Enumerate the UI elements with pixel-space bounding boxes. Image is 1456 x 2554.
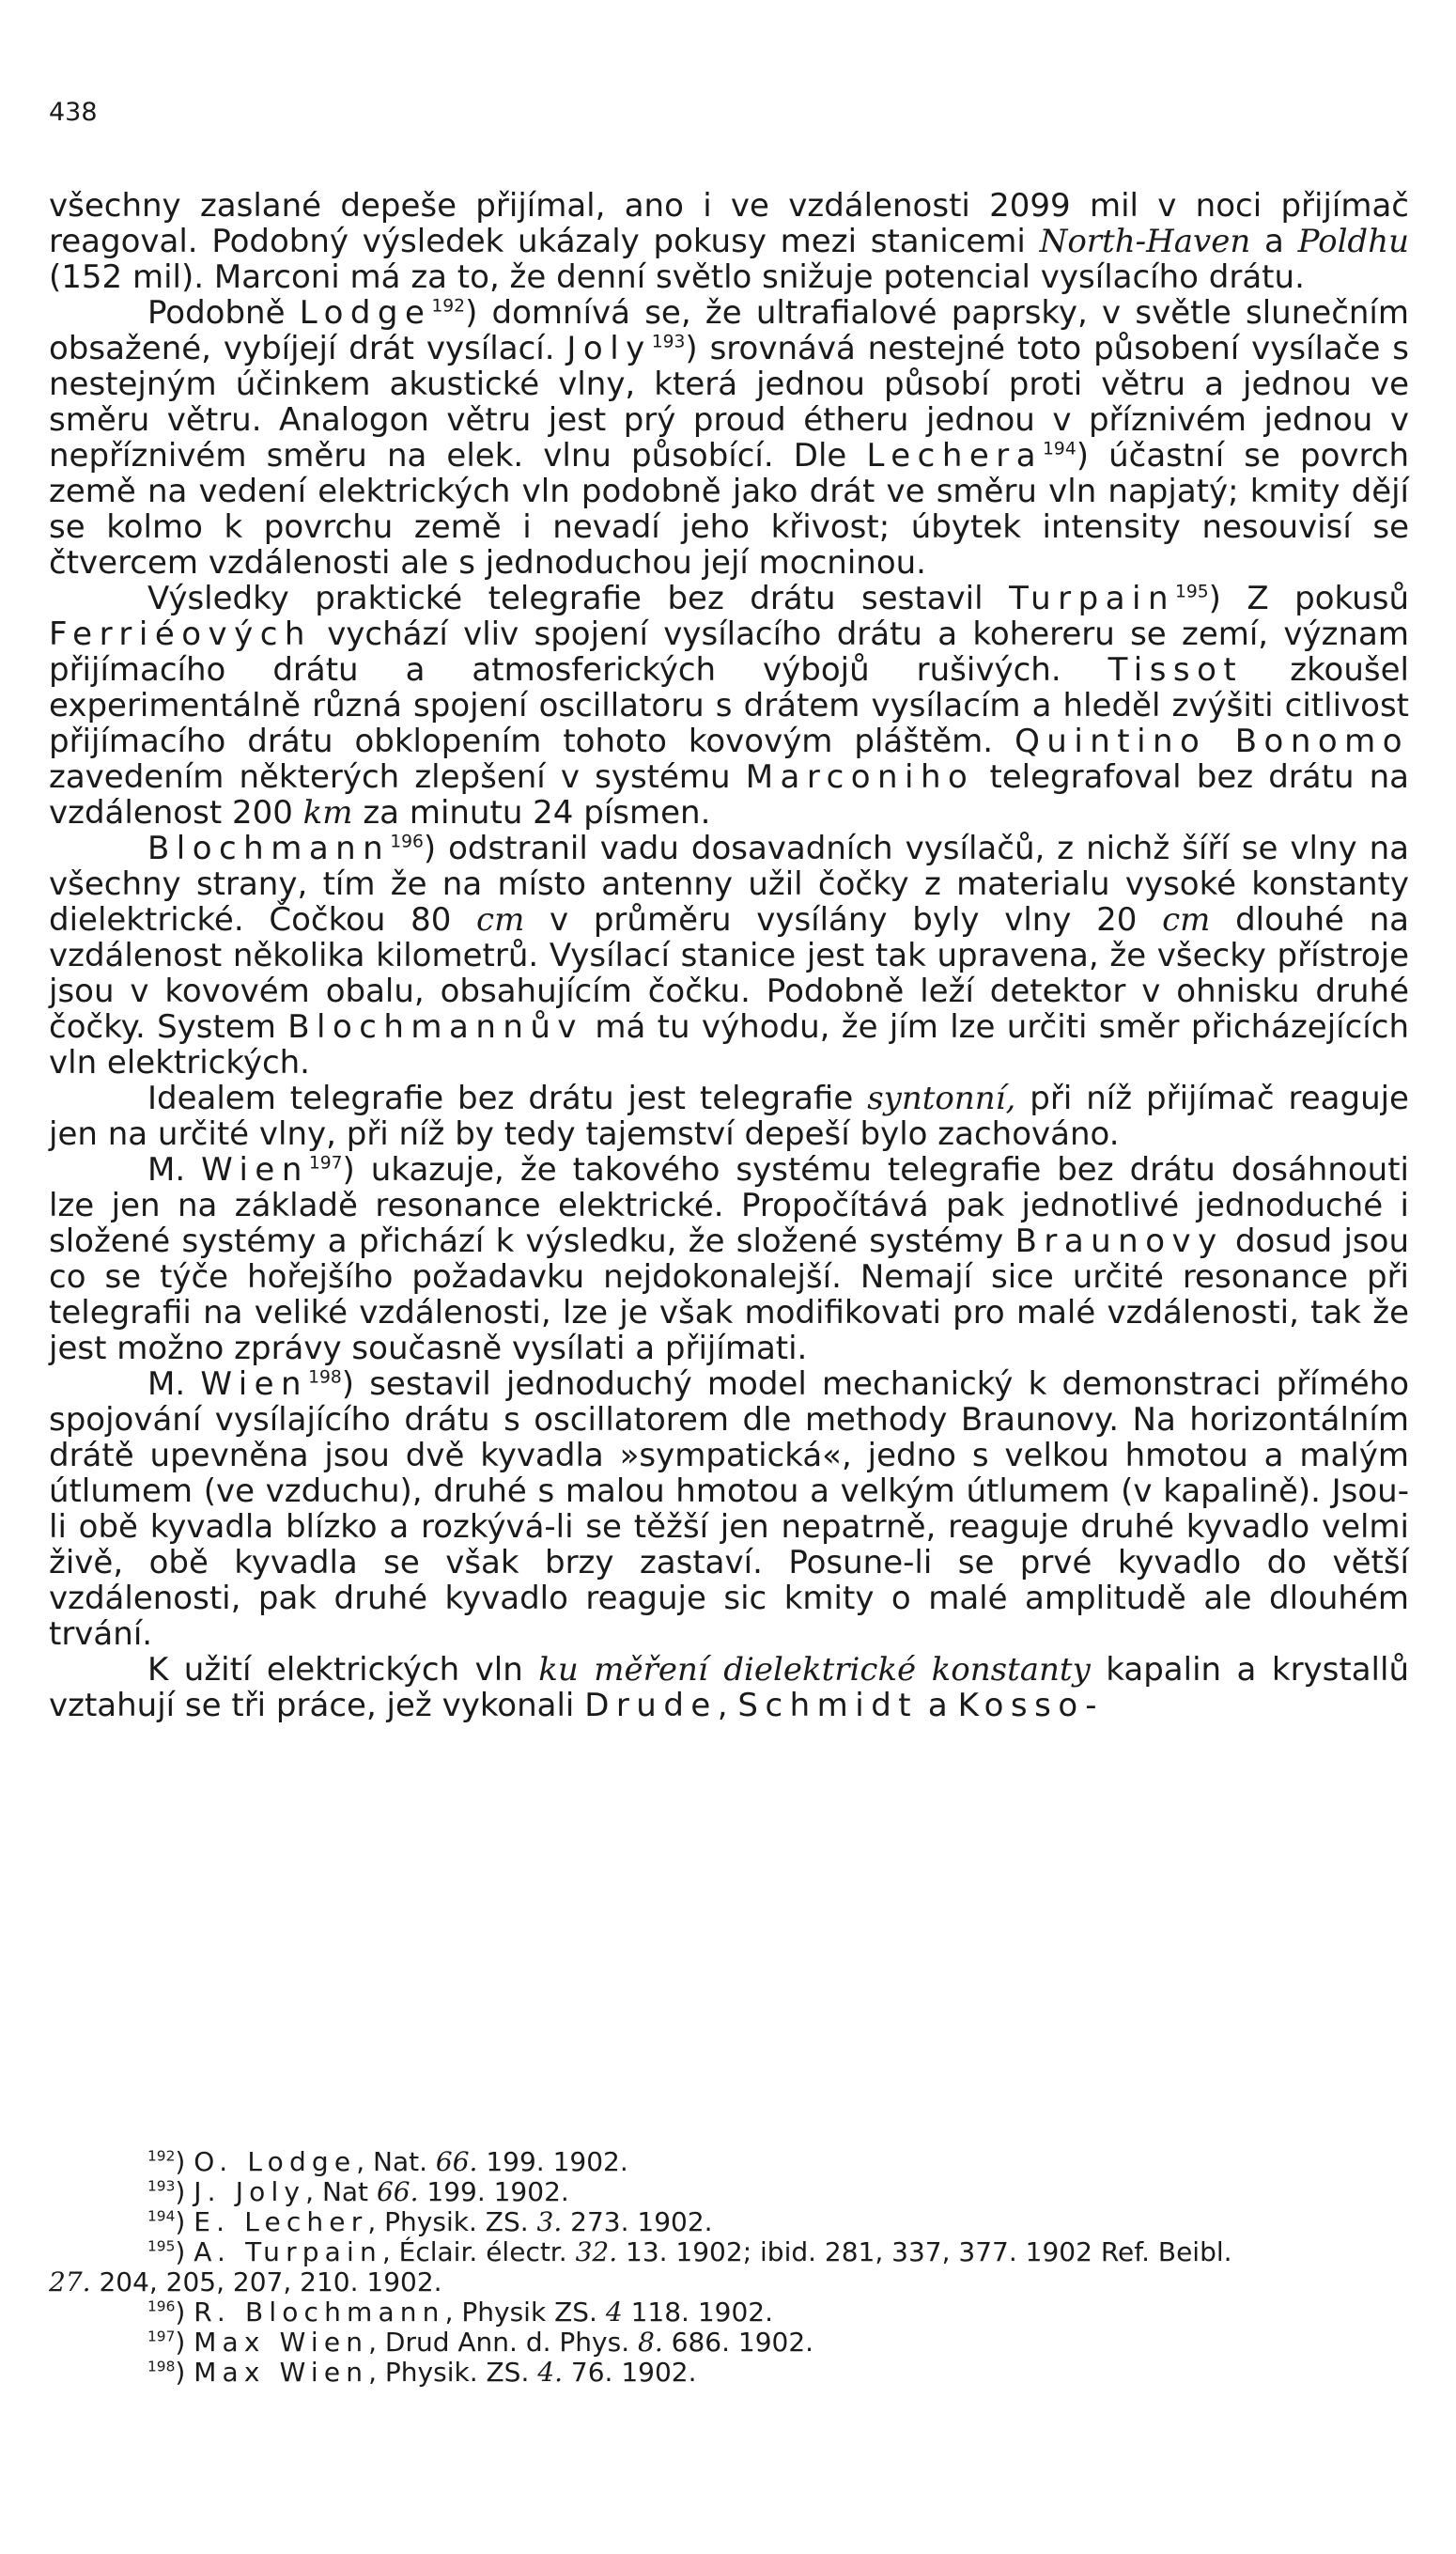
footnotes: [49, 2147, 1409, 2388]
unit-km: km: [302, 794, 353, 832]
footnote-ref: 194: [1043, 439, 1077, 459]
name-ferrie: Ferriéových: [49, 615, 312, 653]
footnote-193: $^{193}$) J. Joly, Nat 66. 199. 1902.: [147, 2176, 569, 2207]
footnote-192: $^{192}$) O. Lodge, Nat. 66. 199. 1902.: [147, 2146, 628, 2177]
name-wien: Wien: [201, 1151, 309, 1189]
place-north-haven: North-Haven: [1039, 223, 1251, 260]
name-lodge: Lodge: [299, 294, 432, 332]
footnote-ref: 197: [308, 1153, 343, 1174]
paragraph-8: K užití elektrických vln ku měření dielektrické konstanty kapalin a krystallů vztahují se tři práce, jež vykonali Drude, Schmidt a Kosso-: [49, 1651, 1409, 1724]
paragraph-4: Blochmann$^{196}$) odstranil vadu dosavadních vysílačů, z nichž šíří se vlny na všechny strany, tím že na místo antenny užil čočky z materialu vysoké konstanty dielektrické. Čočkou 80 cm v průměru vysílány byly vlny 20 cm dlouhé na vzdálenost několika kilometrů. Vysílací stanice jest tak upravena, že všecky přístroje jsou v kovovém obalu, obsahujícím čočku. Podobně leží detektor v ohnisku druhé čočky. System Blochmannův má tu výhodu, že jím lze určiti směr přicházejících vln elektrických.: [49, 830, 1409, 1082]
paragraph-6: M. Wien$^{197}$) ukazuje, že takového systému telegrafie bez drátu dosáhnouti lze jen na základě resonance elektrické. Propočítává pak jednotlivé jednoduché i složené systémy a přichází k výsledku, že složené systémy Braunovy dosud jsou co se týče hořejšího požadavku nejdokonalejší. Nemají sice určité resonance při telegrafii na veliké vzdálenosti, lze je však modifikovati pro malé vzdálenosti, tak že jest možno zprávy současně vysílati a přijímati.: [49, 1151, 1409, 1367]
page-number: 438: [49, 98, 98, 127]
name-drude: Drude: [584, 1687, 718, 1724]
footnote-ref: 196: [390, 832, 424, 852]
footnote-ref: 195: [1174, 582, 1209, 602]
footnote-ref: 192: [431, 296, 466, 317]
name-bonomo: Quintino Bonomo: [1015, 723, 1410, 760]
paragraph-3: Výsledky praktické telegrafie bez drátu sestavil Turpain$^{195}$) Z pokusů Ferriéových vychází vliv spojení vysílacího drátu a kohereru se zemí, význam přijímacího drátu a atmosferických výbojů rušivých. Tissot zkoušel experimentálně různá spojení oscillatoru s drátem vysílacím a hleděl zvýšiti citlivost přijímacího drátu obklopením tohoto kovovým pláštěm. Quintino Bonomo zavedením některých zlepšení v systému Marconiho telegrafoval bez drátu na vzdálenost 200 km za minutu 24 písmen.: [49, 580, 1410, 832]
name-schmidt: Schmidt: [737, 1687, 919, 1724]
footnote-197: $^{197}$) Max Wien, Drud Ann. d. Phys. 8. 686. 1902.: [147, 2327, 814, 2358]
footnote-194: $^{194}$) E. Lecher, Physik. ZS. 3. 273. 1902.: [147, 2206, 713, 2237]
name-turpain: Turpain: [1009, 580, 1175, 617]
footnote-196: $^{196}$) R. Blochmann, Physik ZS. 4 118. 1902.: [147, 2297, 773, 2328]
name-tissot: Tissot: [1107, 651, 1244, 689]
paragraph-2: Podobně Lodge$^{192}$) domnívá se, že ultrafialové paprsky, v světle slunečním obsažené, vybíjejí drát vysílací. Joly$^{193}$) srovnává nestejné toto působení vysílače s nestejným účinkem akustické vlny, která jednou působí proti větru a jednou ve směru větru. Analogon větru jest prý proud étheru jednou v příznivém jednou v nepříznivém směru na elek. vlnu působící. Dle Lechera$^{194}$) účastní se povrch země na vedení elektrických vln podobně jako drát ve směru vln napjatý; kmity dějí se kolmo k povrchu země i nevadí jeho křivost; úbytek intensity nesouvisí se čtvercem vzdálenosti ale s jednoduchou její mocninou.: [49, 294, 1409, 582]
name-blochmann: Blochmann: [147, 830, 391, 867]
unit-cm: cm: [476, 901, 525, 939]
name-marconi: Marconiho: [745, 758, 975, 796]
name-joly: Joly: [566, 330, 652, 367]
unit-cm: cm: [1162, 901, 1211, 939]
term-syntonni: syntonní,: [867, 1080, 1016, 1117]
term-dielectric: ku měření dielektrické konstanty: [538, 1651, 1091, 1689]
footnote-198: $^{198}$) Max Wien, Physik. ZS. 4. 76. 1902.: [147, 2357, 697, 2388]
paragraph-5: Idealem telegrafie bez drátu jest telegrafie syntonní, při níž přijímač reaguje jen na určité vlny, při níž by tedy tajemství depeší bylo zachováno.: [49, 1080, 1409, 1153]
name-wien: Wien: [200, 1365, 309, 1403]
name-blochmannuv: Blochmannův: [287, 1008, 584, 1046]
paragraph-7: M. Wien$^{198}$) sestavil jednoduchý model mechanický k demonstraci přímého spojování vysílajícího drátu s oscillatorem dle methody Braunovy. Na horizontálním drátě upevněna jsou dvě kyvadla »sympatická«, jedno s velkou hmotou a malým útlumem (ve vzduchu), druhé s malou hmotou a velkým útlumem (v kapalině). Jsou-li obě kyvadla blízko a rozkývá-li se těžší jen nepatrně, reaguje druhé kyvadlo velmi živě, obě kyvadla se však brzy zastaví. Posune-li se prvé kyvadlo do větší vzdálenosti, pak druhé kyvadlo reaguje sic kmity o malé amplitudě ale dlouhém trvání.: [49, 1365, 1410, 1653]
paragraph-1: všechny zaslané depeše přijímal, ano i ve vzdálenosti 2099 mil v noci přijímač reagoval. Podobný výsledek ukázaly pokusy mezi stanicemi North-Haven a Poldhu (152 mil). Marconi má za to, že denní světlo snižuje potencial vysílacího drátu.: [49, 187, 1409, 296]
name-lecher: Lechera: [866, 437, 1044, 475]
place-poldhu: Poldhu: [1297, 223, 1409, 260]
name-braun: Braunovy: [1015, 1222, 1224, 1260]
footnote-ref: 198: [308, 1367, 342, 1388]
footnote-195-continued: 27. 204, 205, 207, 210. 1902.: [49, 2266, 442, 2297]
footnote-ref: 193: [651, 332, 686, 352]
main-text: [49, 188, 1409, 1723]
name-kosso: Kosso-: [957, 1687, 1104, 1724]
footnote-195: $^{195}$) A. Turpain, Éclair. électr. 32. 13. 1902; ibid. 281, 337, 377. 1902 Ref. Beibl.: [147, 2236, 1232, 2267]
